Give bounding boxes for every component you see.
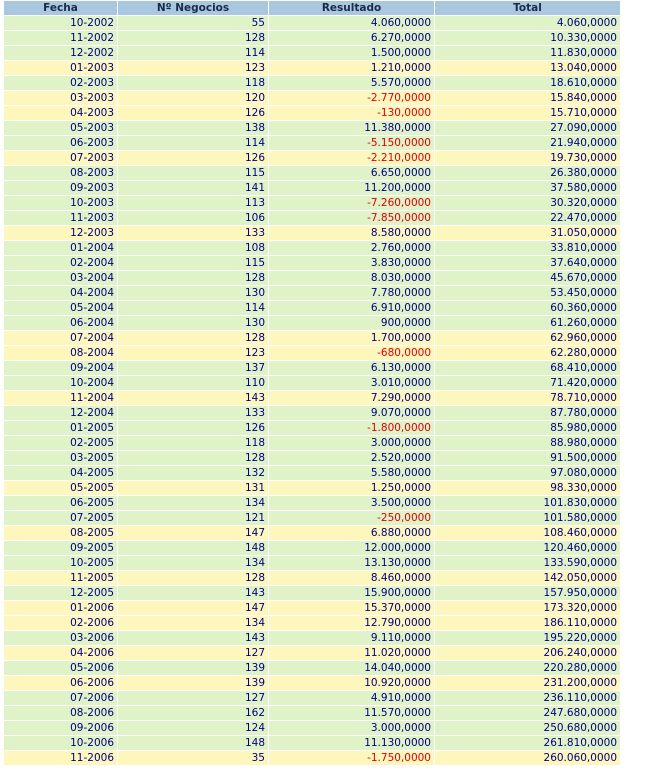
table-row xyxy=(4,646,620,660)
table-row xyxy=(4,346,620,360)
table-row xyxy=(4,196,620,210)
cell-fecha: 08-2004 xyxy=(4,346,117,360)
cell-fecha: 01-2005 xyxy=(4,421,117,435)
cell-negocios: 134 xyxy=(118,496,268,510)
cell-fecha: 12-2002 xyxy=(4,46,117,60)
cell-fecha: 05-2004 xyxy=(4,301,117,315)
cell-resultado: 7.290,0000 xyxy=(269,391,434,405)
cell-total: 53.450,0000 xyxy=(435,286,620,300)
cell-fecha: 12-2003 xyxy=(4,226,117,240)
cell-total: 18.610,0000 xyxy=(435,76,620,90)
table-row xyxy=(4,616,620,630)
cell-total: 220.280,0000 xyxy=(435,661,620,675)
cell-negocios: 148 xyxy=(118,736,268,750)
cell-fecha: 04-2003 xyxy=(4,106,117,120)
cell-negocios: 128 xyxy=(118,271,268,285)
cell-resultado: 2.520,0000 xyxy=(269,451,434,465)
cell-resultado: 12.790,0000 xyxy=(269,616,434,630)
cell-negocios: 143 xyxy=(118,586,268,600)
cell-fecha: 11-2003 xyxy=(4,211,117,225)
cell-total: 26.380,0000 xyxy=(435,166,620,180)
cell-negocios: 114 xyxy=(118,301,268,315)
table-row xyxy=(4,736,620,750)
cell-fecha: 08-2005 xyxy=(4,526,117,540)
cell-negocios: 139 xyxy=(118,676,268,690)
cell-total: 78.710,0000 xyxy=(435,391,620,405)
header-fecha[interactable]: Fecha xyxy=(4,1,117,15)
cell-fecha: 09-2006 xyxy=(4,721,117,735)
cell-fecha: 09-2003 xyxy=(4,181,117,195)
cell-negocios: 121 xyxy=(118,511,268,525)
table-row xyxy=(4,661,620,675)
cell-total: 71.420,0000 xyxy=(435,376,620,390)
table-row xyxy=(4,151,620,165)
cell-total: 61.260,0000 xyxy=(435,316,620,330)
cell-negocios: 114 xyxy=(118,136,268,150)
cell-negocios: 118 xyxy=(118,76,268,90)
cell-resultado: 6.650,0000 xyxy=(269,166,434,180)
cell-total: 21.940,0000 xyxy=(435,136,620,150)
cell-negocios: 124 xyxy=(118,721,268,735)
cell-total: 133.590,0000 xyxy=(435,556,620,570)
cell-total: 108.460,0000 xyxy=(435,526,620,540)
cell-negocios: 141 xyxy=(118,181,268,195)
cell-resultado: 6.270,0000 xyxy=(269,31,434,45)
cell-resultado: -2.210,0000 xyxy=(269,151,434,165)
cell-fecha: 11-2002 xyxy=(4,31,117,45)
table-row xyxy=(4,301,620,315)
cell-fecha: 10-2005 xyxy=(4,556,117,570)
cell-total: 142.050,0000 xyxy=(435,571,620,585)
cell-total: 31.050,0000 xyxy=(435,226,620,240)
cell-fecha: 02-2006 xyxy=(4,616,117,630)
header-row xyxy=(4,1,620,15)
table-row xyxy=(4,406,620,420)
cell-resultado: -250,0000 xyxy=(269,511,434,525)
table-row xyxy=(4,61,620,75)
cell-resultado: 11.200,0000 xyxy=(269,181,434,195)
cell-negocios: 110 xyxy=(118,376,268,390)
table-row xyxy=(4,91,620,105)
cell-negocios: 147 xyxy=(118,526,268,540)
table-row xyxy=(4,496,620,510)
cell-total: 250.680,0000 xyxy=(435,721,620,735)
cell-fecha: 07-2006 xyxy=(4,691,117,705)
cell-total: 157.950,0000 xyxy=(435,586,620,600)
cell-negocios: 113 xyxy=(118,196,268,210)
cell-fecha: 05-2003 xyxy=(4,121,117,135)
cell-resultado: 1.700,0000 xyxy=(269,331,434,345)
cell-resultado: -680,0000 xyxy=(269,346,434,360)
cell-resultado: 11.130,0000 xyxy=(269,736,434,750)
cell-negocios: 128 xyxy=(118,331,268,345)
cell-total: 4.060,0000 xyxy=(435,16,620,30)
cell-negocios: 130 xyxy=(118,286,268,300)
table-row xyxy=(4,541,620,555)
cell-resultado: 15.370,0000 xyxy=(269,601,434,615)
cell-fecha: 04-2006 xyxy=(4,646,117,660)
cell-resultado: 2.760,0000 xyxy=(269,241,434,255)
cell-fecha: 06-2003 xyxy=(4,136,117,150)
table-row xyxy=(4,226,620,240)
cell-negocios: 162 xyxy=(118,706,268,720)
cell-fecha: 09-2005 xyxy=(4,541,117,555)
cell-resultado: 9.110,0000 xyxy=(269,631,434,645)
cell-resultado: 4.060,0000 xyxy=(269,16,434,30)
cell-negocios: 115 xyxy=(118,256,268,270)
cell-total: 27.090,0000 xyxy=(435,121,620,135)
cell-resultado: 3.500,0000 xyxy=(269,496,434,510)
cell-resultado: 11.570,0000 xyxy=(269,706,434,720)
cell-negocios: 126 xyxy=(118,421,268,435)
cell-total: 247.680,0000 xyxy=(435,706,620,720)
table-row xyxy=(4,511,620,525)
cell-negocios: 35 xyxy=(118,751,268,765)
cell-negocios: 132 xyxy=(118,466,268,480)
table-row xyxy=(4,436,620,450)
table-row xyxy=(4,361,620,375)
cell-negocios: 137 xyxy=(118,361,268,375)
table-row xyxy=(4,706,620,720)
cell-resultado: 12.000,0000 xyxy=(269,541,434,555)
cell-total: 60.360,0000 xyxy=(435,301,620,315)
cell-fecha: 12-2004 xyxy=(4,406,117,420)
cell-negocios: 115 xyxy=(118,166,268,180)
table-row xyxy=(4,31,620,45)
table-row xyxy=(4,601,620,615)
cell-negocios: 128 xyxy=(118,31,268,45)
cell-fecha: 07-2004 xyxy=(4,331,117,345)
cell-resultado: 13.130,0000 xyxy=(269,556,434,570)
cell-fecha: 03-2005 xyxy=(4,451,117,465)
cell-resultado: 8.580,0000 xyxy=(269,226,434,240)
cell-fecha: 04-2004 xyxy=(4,286,117,300)
cell-resultado: 5.570,0000 xyxy=(269,76,434,90)
table-header xyxy=(4,1,620,15)
cell-fecha: 02-2003 xyxy=(4,76,117,90)
table-row xyxy=(4,256,620,270)
cell-resultado: 10.920,0000 xyxy=(269,676,434,690)
table-row xyxy=(4,556,620,570)
table-row xyxy=(4,106,620,120)
cell-resultado: 11.020,0000 xyxy=(269,646,434,660)
table-row xyxy=(4,376,620,390)
cell-total: 85.980,0000 xyxy=(435,421,620,435)
table-row xyxy=(4,136,620,150)
table-row xyxy=(4,46,620,60)
table-row xyxy=(4,571,620,585)
cell-total: 101.830,0000 xyxy=(435,496,620,510)
cell-resultado: 9.070,0000 xyxy=(269,406,434,420)
cell-resultado: 1.250,0000 xyxy=(269,481,434,495)
cell-resultado: 3.000,0000 xyxy=(269,436,434,450)
table-row xyxy=(4,271,620,285)
header-resultado[interactable]: Resultado xyxy=(269,1,434,15)
cell-fecha: 12-2005 xyxy=(4,586,117,600)
cell-negocios: 126 xyxy=(118,151,268,165)
cell-resultado: -2.770,0000 xyxy=(269,91,434,105)
table-row xyxy=(4,121,620,135)
cell-negocios: 118 xyxy=(118,436,268,450)
table-row xyxy=(4,16,620,30)
cell-negocios: 131 xyxy=(118,481,268,495)
cell-negocios: 106 xyxy=(118,211,268,225)
cell-negocios: 148 xyxy=(118,541,268,555)
cell-total: 15.710,0000 xyxy=(435,106,620,120)
cell-fecha: 10-2006 xyxy=(4,736,117,750)
cell-fecha: 06-2006 xyxy=(4,676,117,690)
table-row xyxy=(4,466,620,480)
cell-fecha: 04-2005 xyxy=(4,466,117,480)
cell-fecha: 03-2004 xyxy=(4,271,117,285)
cell-fecha: 01-2003 xyxy=(4,61,117,75)
cell-total: 231.200,0000 xyxy=(435,676,620,690)
table-row xyxy=(4,721,620,735)
table-row xyxy=(4,331,620,345)
cell-total: 97.080,0000 xyxy=(435,466,620,480)
cell-negocios: 130 xyxy=(118,316,268,330)
cell-fecha: 06-2005 xyxy=(4,496,117,510)
cell-total: 236.110,0000 xyxy=(435,691,620,705)
cell-fecha: 07-2003 xyxy=(4,151,117,165)
cell-fecha: 01-2004 xyxy=(4,241,117,255)
cell-resultado: 1.500,0000 xyxy=(269,46,434,60)
cell-total: 186.110,0000 xyxy=(435,616,620,630)
cell-negocios: 133 xyxy=(118,226,268,240)
cell-resultado: 5.580,0000 xyxy=(269,466,434,480)
cell-negocios: 114 xyxy=(118,46,268,60)
table-row xyxy=(4,481,620,495)
cell-fecha: 08-2003 xyxy=(4,166,117,180)
cell-total: 195.220,0000 xyxy=(435,631,620,645)
cell-total: 88.980,0000 xyxy=(435,436,620,450)
table-row xyxy=(4,526,620,540)
cell-total: 101.580,0000 xyxy=(435,511,620,525)
cell-total: 22.470,0000 xyxy=(435,211,620,225)
table-row xyxy=(4,691,620,705)
cell-negocios: 55 xyxy=(118,16,268,30)
table-row xyxy=(4,241,620,255)
cell-total: 98.330,0000 xyxy=(435,481,620,495)
cell-fecha: 02-2004 xyxy=(4,256,117,270)
cell-fecha: 11-2004 xyxy=(4,391,117,405)
cell-resultado: 6.910,0000 xyxy=(269,301,434,315)
cell-total: 11.830,0000 xyxy=(435,46,620,60)
cell-resultado: 15.900,0000 xyxy=(269,586,434,600)
cell-total: 173.320,0000 xyxy=(435,601,620,615)
table-row xyxy=(4,181,620,195)
cell-resultado: 8.030,0000 xyxy=(269,271,434,285)
table-body xyxy=(4,16,620,765)
cell-negocios: 143 xyxy=(118,391,268,405)
cell-negocios: 123 xyxy=(118,346,268,360)
cell-fecha: 05-2006 xyxy=(4,661,117,675)
header-negocios[interactable]: Nº Negocios xyxy=(118,1,268,15)
cell-fecha: 01-2006 xyxy=(4,601,117,615)
cell-negocios: 147 xyxy=(118,601,268,615)
cell-total: 37.640,0000 xyxy=(435,256,620,270)
cell-total: 33.810,0000 xyxy=(435,241,620,255)
cell-resultado: 3.010,0000 xyxy=(269,376,434,390)
table-row xyxy=(4,316,620,330)
cell-negocios: 143 xyxy=(118,631,268,645)
results-table xyxy=(3,0,621,766)
cell-total: 91.500,0000 xyxy=(435,451,620,465)
cell-fecha: 07-2005 xyxy=(4,511,117,525)
table-row xyxy=(4,391,620,405)
cell-fecha: 05-2005 xyxy=(4,481,117,495)
cell-total: 10.330,0000 xyxy=(435,31,620,45)
cell-total: 206.240,0000 xyxy=(435,646,620,660)
cell-fecha: 11-2005 xyxy=(4,571,117,585)
cell-negocios: 126 xyxy=(118,106,268,120)
cell-total: 120.460,0000 xyxy=(435,541,620,555)
cell-fecha: 06-2004 xyxy=(4,316,117,330)
table-row xyxy=(4,751,620,765)
cell-resultado: -5.150,0000 xyxy=(269,136,434,150)
cell-resultado: 3.830,0000 xyxy=(269,256,434,270)
table-row xyxy=(4,286,620,300)
cell-negocios: 138 xyxy=(118,121,268,135)
cell-resultado: 11.380,0000 xyxy=(269,121,434,135)
cell-negocios: 127 xyxy=(118,646,268,660)
cell-total: 87.780,0000 xyxy=(435,406,620,420)
cell-negocios: 133 xyxy=(118,406,268,420)
table-row xyxy=(4,451,620,465)
cell-negocios: 134 xyxy=(118,556,268,570)
cell-resultado: 4.910,0000 xyxy=(269,691,434,705)
cell-total: 260.060,0000 xyxy=(435,751,620,765)
cell-fecha: 08-2006 xyxy=(4,706,117,720)
cell-fecha: 03-2006 xyxy=(4,631,117,645)
table-row xyxy=(4,76,620,90)
cell-negocios: 128 xyxy=(118,571,268,585)
table-row xyxy=(4,211,620,225)
cell-fecha: 09-2004 xyxy=(4,361,117,375)
cell-fecha: 10-2003 xyxy=(4,196,117,210)
cell-total: 62.960,0000 xyxy=(435,331,620,345)
cell-fecha: 02-2005 xyxy=(4,436,117,450)
table-row xyxy=(4,676,620,690)
cell-negocios: 127 xyxy=(118,691,268,705)
cell-resultado: 8.460,0000 xyxy=(269,571,434,585)
table-row xyxy=(4,631,620,645)
cell-total: 19.730,0000 xyxy=(435,151,620,165)
header-total[interactable]: Total xyxy=(435,1,620,15)
cell-total: 62.280,0000 xyxy=(435,346,620,360)
cell-resultado: 14.040,0000 xyxy=(269,661,434,675)
cell-resultado: 6.130,0000 xyxy=(269,361,434,375)
cell-total: 261.810,0000 xyxy=(435,736,620,750)
cell-total: 30.320,0000 xyxy=(435,196,620,210)
cell-fecha: 11-2006 xyxy=(4,751,117,765)
cell-resultado: -130,0000 xyxy=(269,106,434,120)
cell-resultado: 6.880,0000 xyxy=(269,526,434,540)
cell-fecha: 10-2002 xyxy=(4,16,117,30)
cell-resultado: -1.750,0000 xyxy=(269,751,434,765)
cell-total: 13.040,0000 xyxy=(435,61,620,75)
cell-resultado: 900,0000 xyxy=(269,316,434,330)
cell-negocios: 120 xyxy=(118,91,268,105)
cell-resultado: 3.000,0000 xyxy=(269,721,434,735)
cell-negocios: 123 xyxy=(118,61,268,75)
cell-resultado: -7.260,0000 xyxy=(269,196,434,210)
table-row xyxy=(4,166,620,180)
cell-negocios: 134 xyxy=(118,616,268,630)
cell-resultado: 1.210,0000 xyxy=(269,61,434,75)
cell-resultado: 7.780,0000 xyxy=(269,286,434,300)
cell-negocios: 108 xyxy=(118,241,268,255)
table-row xyxy=(4,421,620,435)
cell-total: 37.580,0000 xyxy=(435,181,620,195)
cell-resultado: -7.850,0000 xyxy=(269,211,434,225)
cell-fecha: 03-2003 xyxy=(4,91,117,105)
cell-total: 45.670,0000 xyxy=(435,271,620,285)
table-row xyxy=(4,586,620,600)
cell-negocios: 139 xyxy=(118,661,268,675)
cell-resultado: -1.800,0000 xyxy=(269,421,434,435)
cell-negocios: 128 xyxy=(118,451,268,465)
cell-total: 15.840,0000 xyxy=(435,91,620,105)
cell-total: 68.410,0000 xyxy=(435,361,620,375)
cell-fecha: 10-2004 xyxy=(4,376,117,390)
